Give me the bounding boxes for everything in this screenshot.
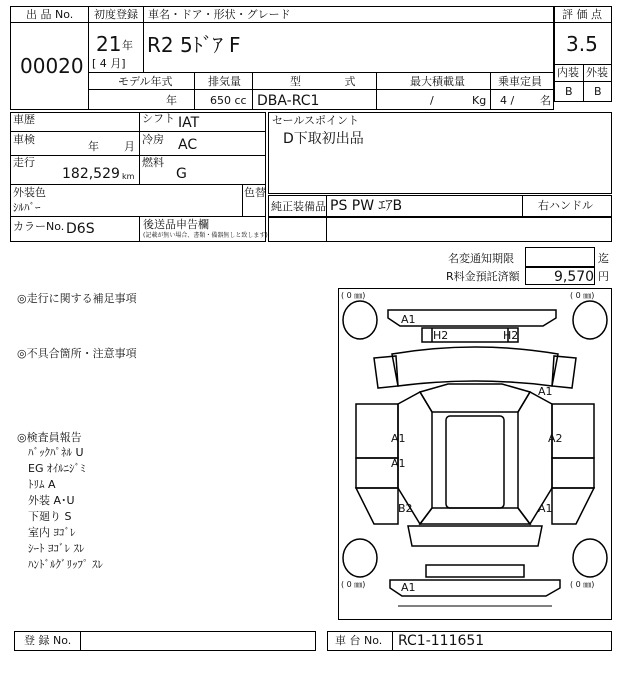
aftermarket-box — [268, 217, 612, 242]
capacity-value: 4 / — [500, 94, 515, 107]
inspection-month-unit: 月 — [124, 140, 135, 153]
mark-left-rear-fender: B2 — [398, 502, 413, 515]
tire-depth-front-left: ( 0 ㎜) — [341, 291, 366, 300]
mark-rear-bumper: A1 — [401, 581, 416, 594]
load-value: / — [430, 94, 434, 107]
mark-left-rear-door: A1 — [391, 457, 406, 470]
ext-color-label: 外装色 — [13, 186, 46, 199]
inspector-label: ◎検査員報告 — [17, 431, 82, 444]
ext-color-value: ｼﾙﾊﾞｰ — [13, 201, 41, 214]
fuel-value: G — [176, 166, 187, 182]
color-no-label: カラーNo. — [13, 220, 65, 233]
type-value: DBA-RC1 — [257, 93, 320, 109]
recycle-unit: 円 — [598, 270, 609, 283]
inspector-lines — [28, 447, 103, 575]
report-line: 室内 ﾖｺﾞﾚ — [28, 526, 76, 539]
report-line: ﾄﾘﾑ A — [28, 478, 56, 491]
tire-front-left — [343, 301, 377, 339]
notice-unit: 迄 — [598, 252, 609, 265]
car-diagram — [338, 288, 612, 620]
tire-front-right — [573, 301, 607, 339]
chassis-label: 車 台 No. — [335, 634, 383, 647]
equipment-label: 純正装備品 — [271, 200, 326, 213]
displacement-label: 排気量 — [208, 75, 241, 88]
aftermarket-note: (記載が無い場合、書類・備器無しと致します) — [143, 232, 268, 239]
notice-label: 名変通知期限 — [448, 252, 514, 265]
reg-no-label: 登 録 No. — [24, 634, 72, 647]
inspection-label: 車検 — [13, 133, 35, 146]
mileage-value: 182,529 — [62, 166, 120, 182]
inspection-year-unit: 年 — [88, 140, 99, 153]
exterior-label: 外装 — [586, 66, 608, 79]
model-year-unit: 年 — [166, 94, 177, 107]
recycle-label: R料金預託済額 — [446, 270, 520, 283]
capacity-unit: 名 — [540, 94, 551, 107]
reg-month: [ 4 月] — [92, 57, 126, 70]
running-label: ◎走行に関する補足事項 — [17, 292, 137, 305]
tire-rear-right — [573, 539, 607, 577]
tire-depth-rear-right: ( 0 ㎜) — [570, 580, 595, 589]
score-value: 3.5 — [566, 32, 598, 56]
interior-grade: B — [565, 85, 573, 98]
report-line: ﾊﾝﾄﾞﾙｸﾞﾘｯﾌﾟ ｽﾚ — [28, 558, 103, 571]
mark-front-bumper: A1 — [401, 313, 416, 326]
displacement-value: 650 cc — [210, 94, 247, 107]
model-value: R2 5ﾄﾞｱ F — [147, 33, 241, 57]
tire-depth-front-right: ( 0 ㎜) — [570, 291, 595, 300]
aftermarket-label: 後送品申告欄 — [143, 218, 209, 231]
capacity-label: 乗車定員 — [498, 75, 542, 88]
mark-right-rear-fender: A1 — [538, 502, 553, 515]
equipment-value: PS PW ｴｱB — [330, 198, 403, 214]
report-line: ﾊﾞｯｸﾊﾟﾈﾙ U — [28, 446, 84, 459]
score-label: 評 価 点 — [562, 8, 602, 21]
mark-right-front-door: A2 — [548, 432, 563, 445]
lot-number: 00020 — [20, 54, 84, 78]
color-no-value: D6S — [66, 221, 95, 237]
lot-label: 出 品 No. — [26, 8, 74, 21]
first-reg-label: 初度登録 — [94, 8, 138, 21]
model-label: 車名・ドア・形状・グレード — [148, 8, 291, 21]
tire-depth-rear-left: ( 0 ㎜) — [341, 580, 366, 589]
load-label: 最大積載量 — [410, 75, 465, 88]
mark-right-front-fender: A1 — [538, 385, 553, 398]
ac-label: 冷房 — [142, 133, 164, 146]
report-line: ｼｰﾄ ﾖｺﾞﾚ ｽﾚ — [28, 542, 85, 555]
repaint-label: 色替 — [244, 186, 266, 199]
year-unit: 年 — [122, 39, 133, 52]
interior-label: 内装 — [557, 66, 579, 79]
mark-h2-right: H2 — [503, 329, 519, 342]
history-label: 車歴 — [13, 113, 35, 126]
load-unit: Kg — [472, 94, 487, 107]
shift-label: シフト — [142, 112, 175, 125]
exterior-grade: B — [594, 85, 602, 98]
shift-value: IAT — [178, 115, 200, 131]
ac-value: AC — [178, 137, 198, 153]
notice-box — [525, 247, 595, 267]
recycle-value: 9,570 — [554, 269, 595, 285]
defect-label: ◎不具合箇所・注意事項 — [17, 347, 137, 360]
sales-point-label: セールスポイント — [272, 114, 360, 127]
tire-rear-left — [343, 539, 377, 577]
fuel-label: 燃料 — [142, 156, 164, 169]
reg-year: 21 — [96, 32, 122, 56]
mark-left-front-door: A1 — [391, 432, 406, 445]
handle-value: 右ハンドル — [538, 199, 593, 212]
mileage-unit: km — [122, 172, 135, 181]
chassis-value: RC1-111651 — [398, 633, 485, 649]
mark-h2-left: H2 — [433, 329, 449, 342]
sales-point-value: D下取初出品 — [283, 131, 364, 147]
report-line: EG ｵｲﾙﾆｼﾞﾐ — [28, 462, 86, 475]
report-line: 下廻り S — [28, 510, 72, 523]
model-year-label: モデル年式 — [118, 75, 173, 88]
report-line: 外装 A･U — [28, 494, 75, 507]
type-label: 型 式 — [290, 75, 356, 88]
mileage-label: 走行 — [13, 156, 35, 169]
